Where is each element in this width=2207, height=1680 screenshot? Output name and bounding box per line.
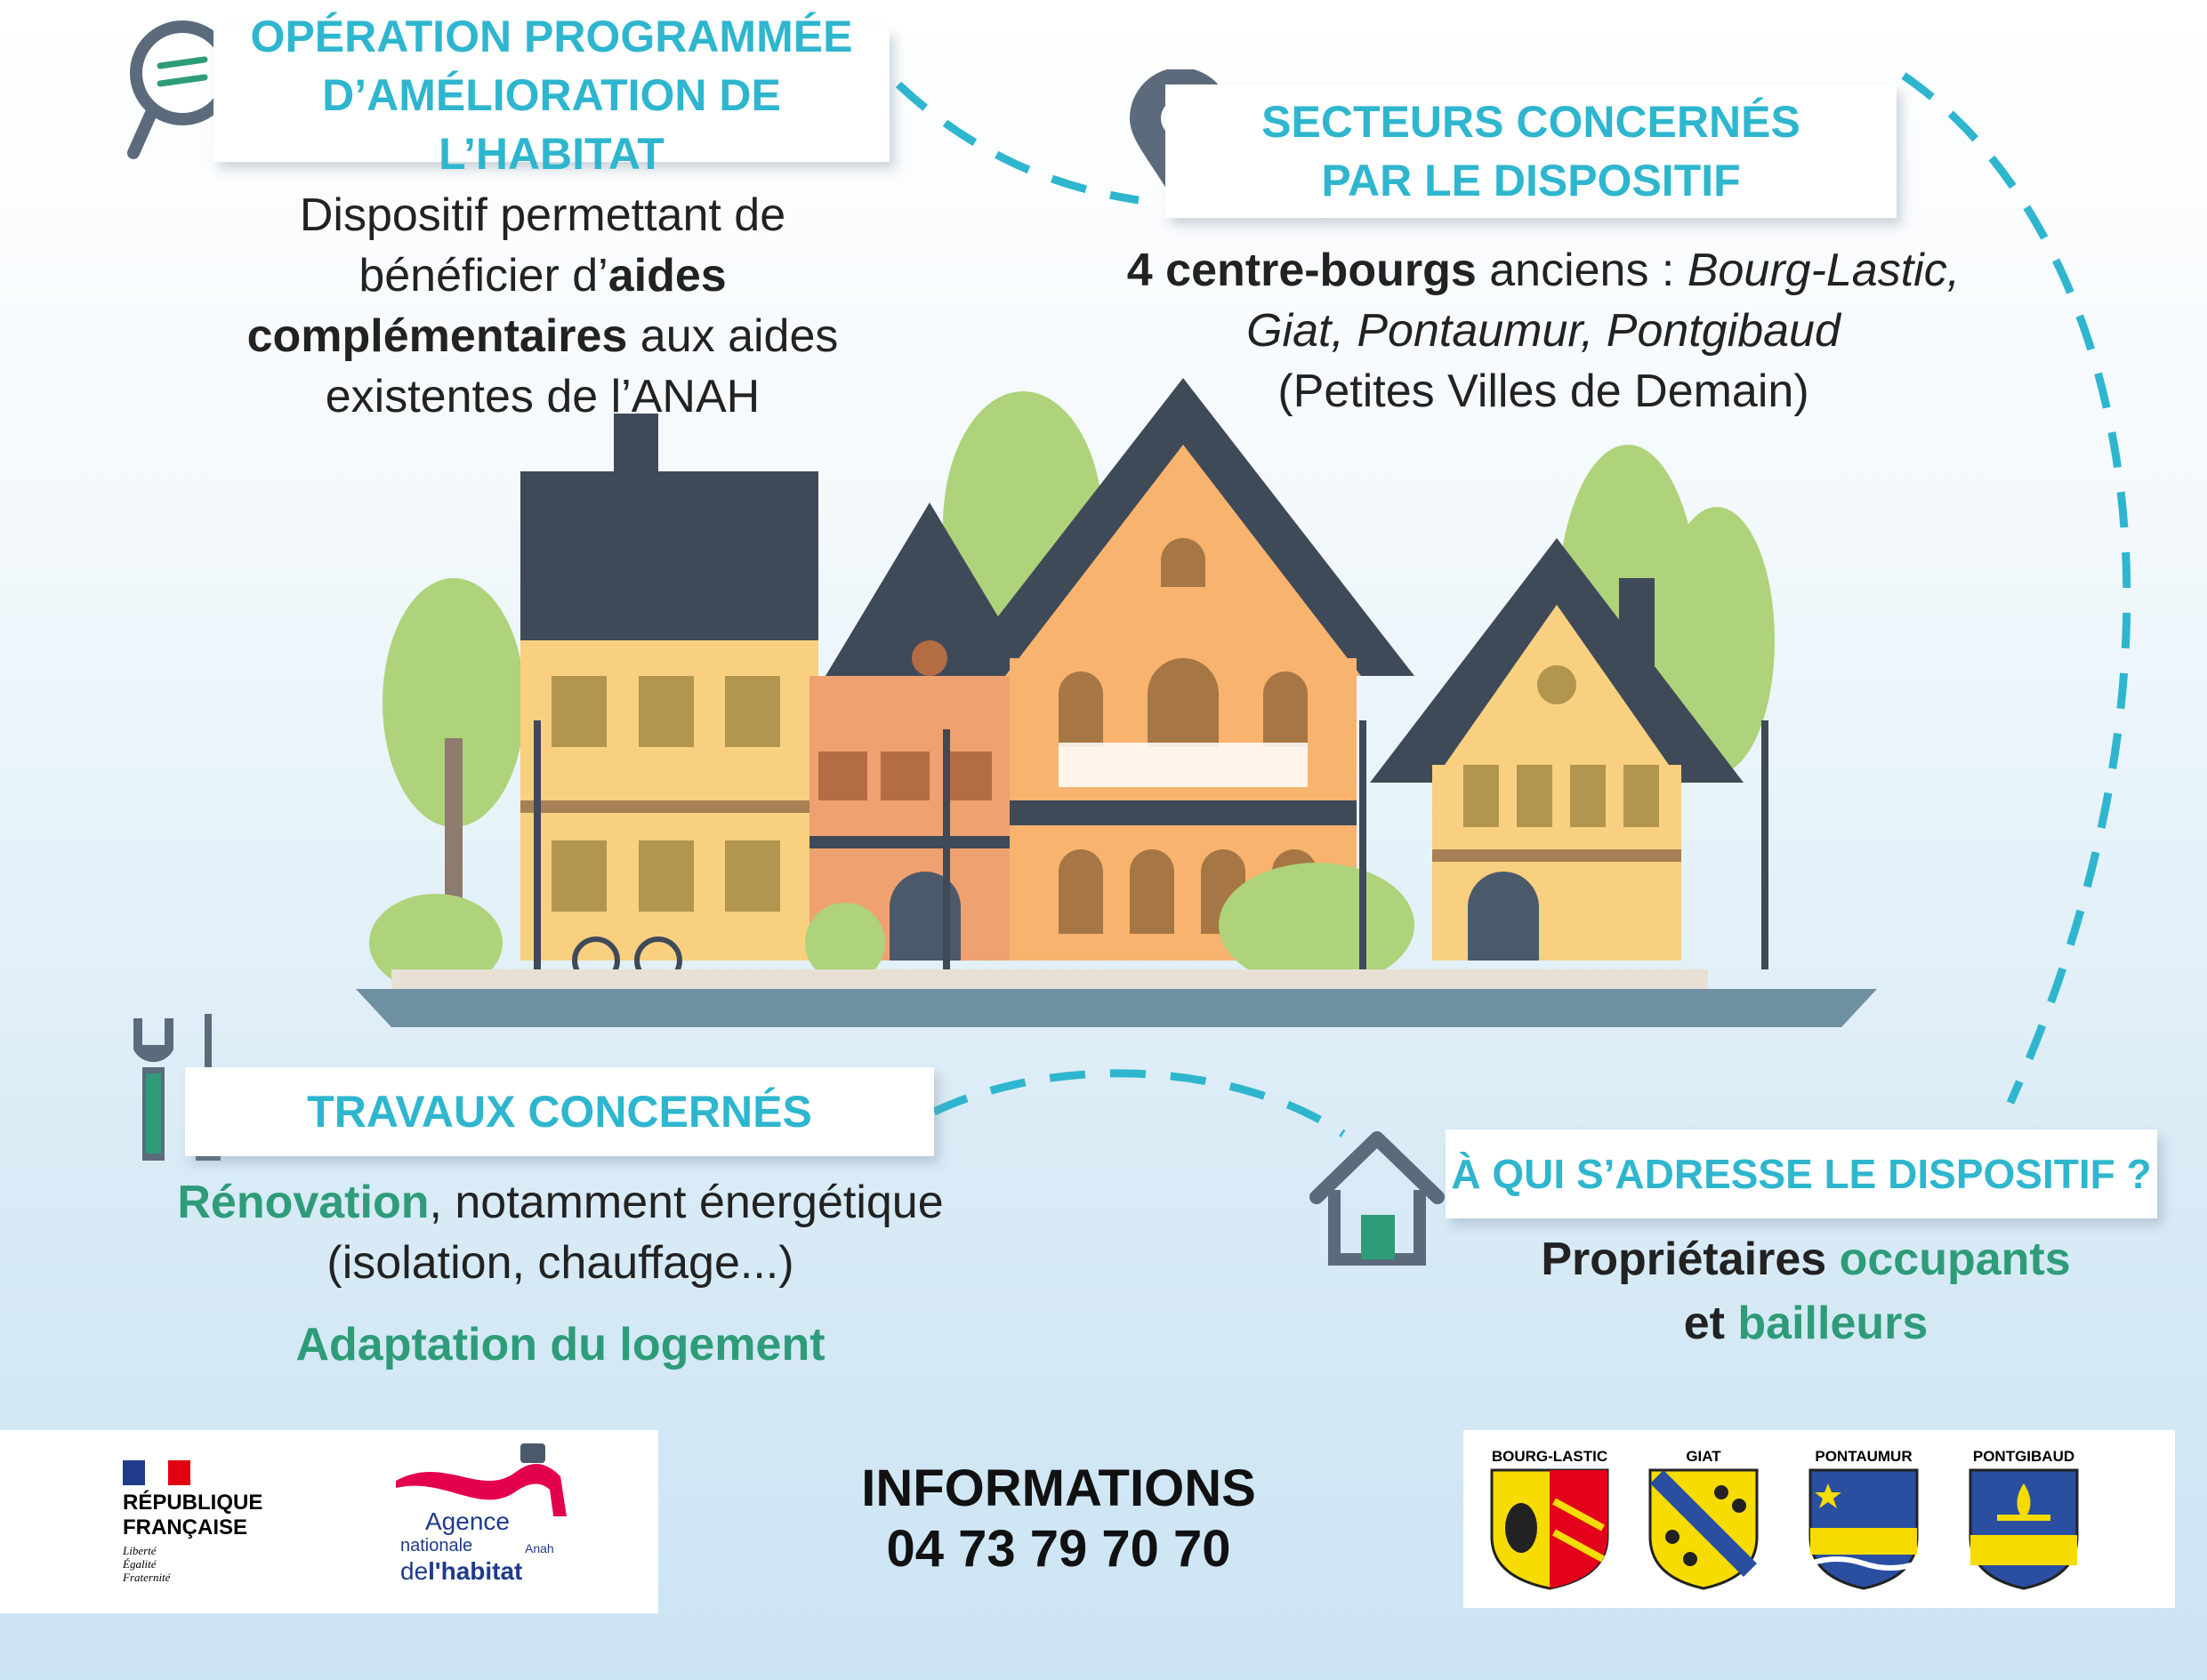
info-phone: 04 73 79 70 70 xyxy=(886,1520,1231,1578)
secteurs-line1 xyxy=(1041,240,2046,301)
secteurs-line1-post: anciens : xyxy=(1476,245,1687,296)
travaux-line3: Adaptation du logement xyxy=(295,1319,826,1371)
town-illustration xyxy=(356,356,1886,1049)
public-line1-green: occupants xyxy=(1826,1234,2071,1285)
crest-shield-pontgibaud-icon xyxy=(1966,1466,2082,1590)
secteurs-title-line1: SECTEURS CONCERNÉS xyxy=(1261,97,1800,147)
anah-short: Anah xyxy=(525,1541,554,1555)
contact-info xyxy=(783,1459,1334,1580)
opah-desc-line2-pre: bénéficier d’ xyxy=(358,250,608,301)
secteurs-line3: (Petites Villes de Demain) xyxy=(1277,366,1809,417)
opah-desc-line4: existentes de l’ANAH xyxy=(325,371,761,422)
crest-pontaumur xyxy=(1797,1448,1930,1599)
secteurs-description xyxy=(1041,240,2046,422)
secteurs-title-line2: PAR LE DISPOSITIF xyxy=(1321,156,1741,205)
travaux-title-card xyxy=(185,1067,934,1156)
crest-bourg-lastic xyxy=(1483,1448,1616,1599)
opah-desc-line3-post: aux aides xyxy=(627,310,839,362)
anah-swoosh-icon xyxy=(391,1436,587,1516)
marianne-flag-icon xyxy=(123,1460,190,1485)
opah-title-line2: D’AMÉLIORATION DE L’HABITAT xyxy=(322,70,781,179)
republique-line2: FRANÇAISE xyxy=(123,1515,248,1539)
opah-title-line1: OPÉRATION PROGRAMMÉE xyxy=(250,12,853,61)
crest-shield-pontaumur-icon xyxy=(1806,1466,1921,1590)
opah-desc-line2-bold: aides xyxy=(608,250,727,301)
info-title: INFORMATIONS xyxy=(861,1459,1256,1517)
public-line1 xyxy=(1423,1227,2188,1291)
crest-shield-bourg-lastic-icon xyxy=(1487,1466,1612,1590)
travaux-line2: (isolation, chauffage...) xyxy=(326,1237,794,1289)
crest-label-pontgibaud: PONTGIBAUD xyxy=(1972,1448,2075,1465)
opah-desc-line1: Dispositif permettant de xyxy=(299,189,786,241)
secteurs-line1-bold: 4 centre-bourgs xyxy=(1126,245,1477,296)
anah-line3-main: l'habitat xyxy=(428,1557,523,1585)
public-line2-bold: et xyxy=(1683,1298,1725,1349)
secteurs-line2: Giat, Pontaumur, Pontgibaud xyxy=(1246,305,1841,357)
anah-line1: Agence xyxy=(425,1507,510,1535)
anah-line2: nationale xyxy=(400,1536,473,1555)
republique-line1: RÉPUBLIQUE xyxy=(123,1491,263,1515)
secteurs-line1-italic: Bourg-Lastic, xyxy=(1687,245,1961,296)
opah-title-card xyxy=(213,12,890,179)
travaux-line1-green: Rénovation xyxy=(177,1177,430,1228)
crest-shield-giat-icon xyxy=(1646,1466,1761,1590)
crest-label-bourg-lastic: BOURG-LASTIC xyxy=(1491,1448,1608,1465)
public-description xyxy=(1423,1227,2188,1355)
crest-giat xyxy=(1641,1448,1766,1599)
crest-pontgibaud xyxy=(1957,1448,2090,1599)
anah-line3 xyxy=(400,1557,522,1586)
travaux-title: TRAVAUX CONCERNÉS xyxy=(307,1087,812,1137)
opah-desc-line2 xyxy=(205,245,881,306)
public-title-card xyxy=(1446,1129,2157,1218)
travaux-line1-post: , notamment énergétique xyxy=(429,1177,944,1228)
travaux-line1 xyxy=(107,1172,1014,1233)
public-title: À QUI S’ADRESSE LE DISPOSITIF ? xyxy=(1451,1151,2152,1197)
crest-label-pontaumur: PONTAUMUR xyxy=(1815,1448,1913,1465)
public-line2 xyxy=(1423,1291,2188,1355)
crest-label-giat: GIAT xyxy=(1686,1448,1721,1465)
secteurs-title-card xyxy=(1165,84,1897,218)
public-line1-bold: Propriétaires xyxy=(1541,1234,1827,1285)
motto-liberte: Liberté xyxy=(123,1544,157,1557)
anah-line3-pre: de xyxy=(400,1557,429,1585)
republique-francaise-logo xyxy=(123,1460,318,1594)
town-crests-panel xyxy=(1463,1430,2175,1608)
opah-description xyxy=(205,185,881,427)
motto-fraternite: Fraternité xyxy=(123,1571,171,1584)
public-line2-green: bailleurs xyxy=(1724,1298,1929,1349)
motto-egalite: Égalité xyxy=(123,1557,157,1571)
opah-desc-line3-bold: complémentaires xyxy=(246,310,628,362)
anah-logo xyxy=(391,1436,587,1596)
opah-desc-line3 xyxy=(205,306,881,366)
travaux-description xyxy=(107,1172,1014,1375)
